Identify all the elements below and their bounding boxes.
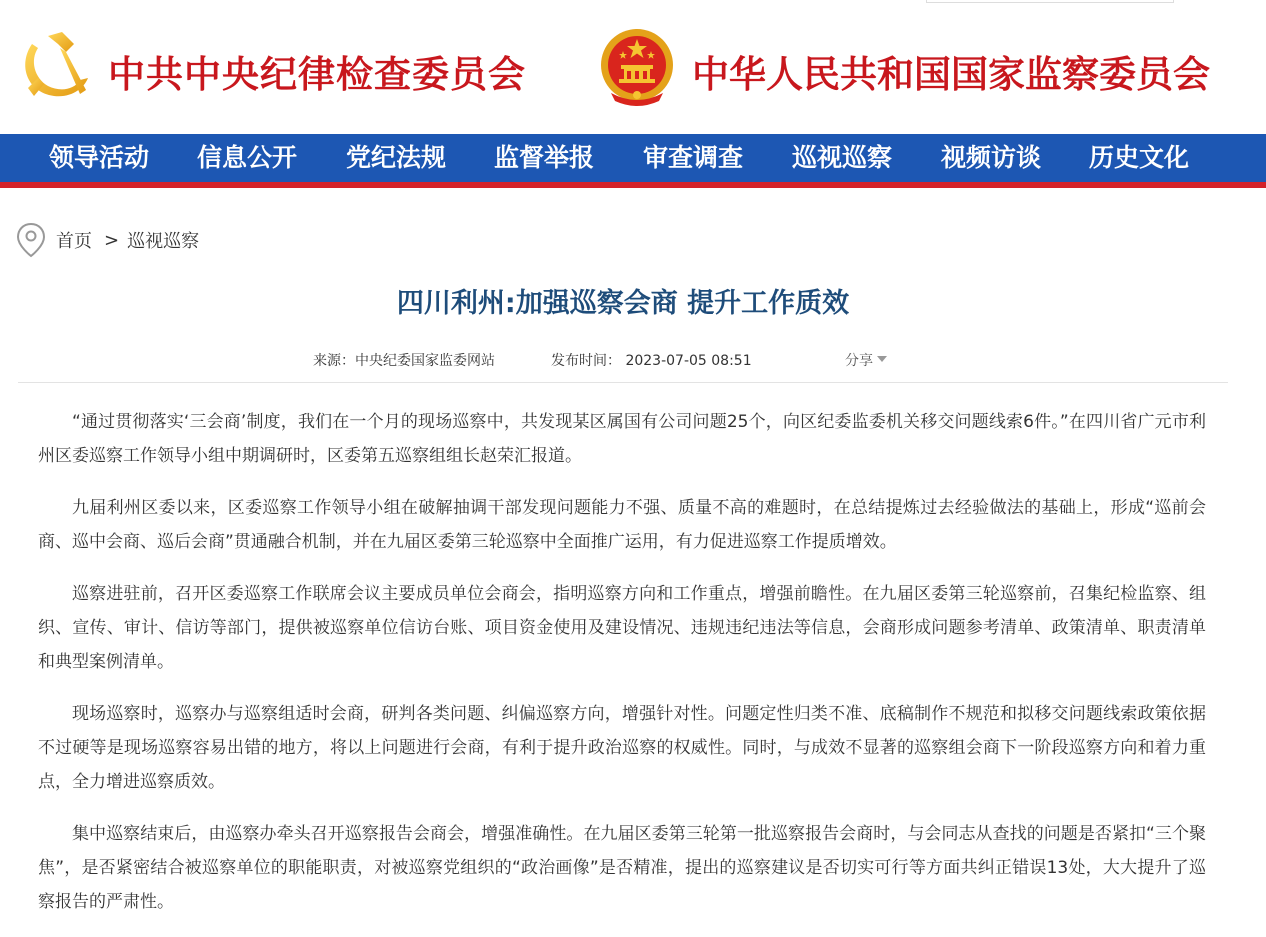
nav-item-inspection[interactable]: 巡视巡察 [792, 143, 893, 172]
nav-item-supervision-report[interactable]: 监督举报 [494, 143, 595, 172]
breadcrumb-home-link[interactable]: 首页 [56, 231, 92, 252]
breadcrumb-current-link[interactable]: 巡视巡察 [127, 231, 200, 252]
location-pin-icon [16, 222, 46, 258]
nav-item-investigation[interactable]: 审查调查 [643, 143, 744, 172]
breadcrumb [16, 222, 199, 258]
article-paragraph: 巡察进驻前，召开区委巡察工作联席会议主要成员单位会商会，指明巡察方向和工作重点，增强前瞻性。在九届区委第三轮巡察前，召集纪检监察、组织、宣传、审计、信访等部门，提供被巡察单位信访台账、项目资金使用及建设情况、违规违纪违法等信息，会商形成问题参考清单、政策清单、职责清单和典型案例清单。 [38, 584, 1206, 672]
nav-item-video-interviews[interactable]: 视频访谈 [941, 143, 1042, 172]
national-emblem-icon [597, 27, 677, 107]
article-source: 来源：中央纪委国家监委网站 [313, 353, 495, 369]
article-publish-time: 发布时间： 2023-07-05 08:51 [551, 353, 752, 369]
nav-item-history-culture[interactable]: 历史文化 [1089, 143, 1190, 172]
chevron-down-icon [877, 356, 887, 362]
article-paragraph: 集中巡察结束后，由巡察办牵头召开巡察报告会商会，增强准确性。在九届区委第三轮第一批巡察报告会商时，与会同志从查找的问题是否紧扣“三个聚焦”，是否紧密结合被巡察单位的职能职责，对被巡察党组织的“政治画像”是否精准，提出的巡察建议是否切实可行等方面共纠正错误13处，大大提升了巡察报告的严肃性。 [38, 824, 1206, 912]
share-label: 分享 [845, 353, 873, 369]
article-title: 四川利州:加强巡察会商 提升工作质效 [396, 288, 850, 319]
article-paragraph: 现场巡察时，巡察办与巡察组适时会商，研判各类问题、纠偏巡察方向，增强针对性。问题定性归类不准、底稿制作不规范和拟移交问题线索政策依据不过硬等是现场巡察容易出错的地方，将以上问题进行会商，有利于提升政治巡察的权威性。同时，与成效不显著的巡察组会商下一阶段巡察方向和着力重点，全力增进巡察质效。 [38, 704, 1206, 792]
party-emblem-icon [18, 30, 92, 104]
nav-item-info-disclosure[interactable]: 信息公开 [197, 143, 298, 172]
share-button[interactable] [845, 350, 887, 372]
article-paragraph: “通过贯彻落实‘三会商’制度，我们在一个月的现场巡察中，共发现某区属国有公司问题25个，向区纪委监委机关移交问题线索6件。”在四川省广元市利州区委巡察工作领导小组中期调研时，区委第五巡察组组长赵荣汇报道。 [38, 412, 1206, 466]
divider [18, 382, 1228, 383]
nav-item-leadership[interactable]: 领导活动 [49, 143, 150, 172]
nsc-title: 中华人民共和国国家监察委员会 [692, 52, 1210, 96]
main-nav [0, 134, 1266, 188]
nav-item-party-regulations[interactable]: 党纪法规 [346, 143, 447, 172]
article-paragraph: 九届利州区委以来，区委巡察工作领导小组在破解抽调干部发现问题能力不强、质量不高的难题时，在总结提炼过去经验做法的基础上，形成“巡前会商、巡中会商、巡后会商”贯通融合机制，并在九届区委第三轮巡察中全面推广运用，有力促进巡察工作提质增效。 [38, 498, 1206, 552]
breadcrumb-separator: > [104, 229, 120, 251]
article-body [38, 405, 1206, 937]
cpc-ccdi-title: 中共中央纪律检查委员会 [108, 52, 526, 96]
search-box-edge[interactable] [926, 0, 1174, 3]
